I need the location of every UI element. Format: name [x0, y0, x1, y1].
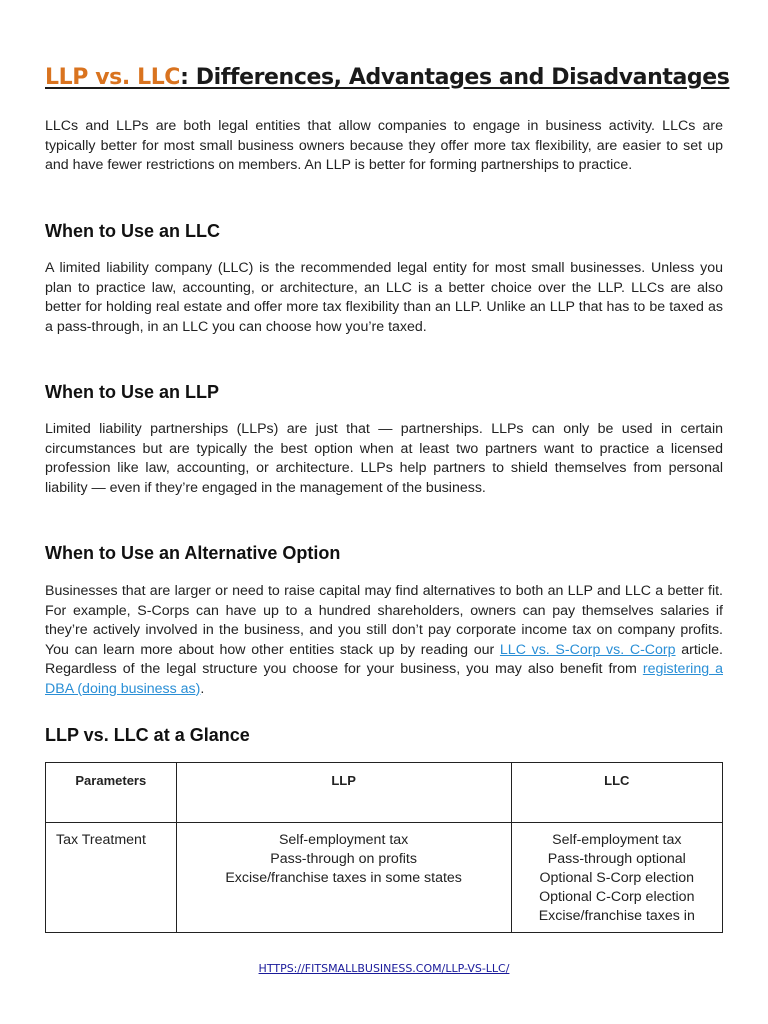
registering-dba-link[interactable]: registering a DBA (doing business as): [45, 661, 723, 697]
llp-line: Pass-through on profits: [270, 851, 417, 867]
llc-vs-scorp-vs-ccorp-link[interactable]: LLC vs. S-Corp vs. C-Corp: [499, 641, 676, 658]
llc-line: Optional S-Corp election: [539, 870, 695, 886]
table-header-row: [46, 763, 723, 823]
llc-line: Self-employment tax: [552, 832, 682, 848]
table-row: [46, 823, 723, 933]
title-rest: : Differences, Advantages and Disadvantages: [180, 64, 730, 90]
llc-line: Optional C-Corp election: [539, 889, 695, 905]
cell-llp: [176, 823, 511, 933]
llc-line: Excise/franchise taxes in: [538, 908, 695, 924]
glance-heading: LLP vs. LLC at a Glance: [45, 725, 250, 745]
llc-heading: When to Use an LLC: [45, 221, 220, 241]
llp-line: Excise/franchise taxes in some states: [225, 870, 462, 886]
header-llc: LLC: [511, 763, 722, 823]
comparison-table: [45, 762, 723, 933]
llc-paragraph: A limited liability company (LLC) is the recommended legal entity for most small businesses. Unless you plan to practice law, accounting, or architecture, an LLC is a better choice over the LLP. LLCs are also better for holding real estate and offer more tax flexibility than an LLP. Unlike an LLP that has to be taxed as a pass-through, in an LLC you can choose how you’re taxed.: [45, 260, 723, 335]
header-parameters: Parameters: [46, 763, 177, 823]
title-accent: LLP vs. LLC: [45, 64, 181, 90]
cell-parameter: [46, 823, 177, 933]
llc-line: Pass-through optional: [547, 851, 686, 867]
alt-text-1: Businesses that are larger or need to raise capital may find alternatives to both an LLP and LLC a better fit. For example, S-Corps can have up to a hundred shareholders, owners can pay themselves salaries if they’re actively involved in the business, and you still don’t pay corporate income tax on company profits. You can learn more about how other entities stack up by reading our: [45, 583, 723, 658]
parameter-label: Tax Treatment: [56, 832, 146, 848]
alt-paragraph: [45, 582, 723, 699]
cell-llc: [511, 823, 722, 933]
llp-paragraph: Limited liability partnerships (LLPs) are just that — partnerships. LLPs can only be used in certain circumstances but are typically the best option when at least two partners want to practice a licensed profession like law, accounting, or architecture. LLPs help partners to shield themselves from personal liability — even if they’re engaged in the management of the business.: [45, 421, 723, 496]
footer-url-link[interactable]: HTTPS://FITSMALLBUSINESS.COM/LLP-VS-LLC/: [258, 962, 510, 975]
alt-text-3: .: [200, 680, 205, 697]
intro-paragraph: LLCs and LLPs are both legal entities that allow companies to engage in business activity. LLCs are typically better for most small business owners because they offer more tax flexibility, are easier to set up and have fewer restrictions on members. An LLP is better for forming partnerships to practice.: [45, 118, 723, 173]
llp-line: Self-employment tax: [278, 832, 409, 848]
page-title: [45, 64, 730, 90]
alt-heading: When to Use an Alternative Option: [45, 543, 341, 563]
llp-heading: When to Use an LLP: [45, 382, 220, 402]
header-llp: LLP: [176, 763, 511, 823]
alt-text-2: article. Regardless of the legal structure you choose for your business, you may also benefit from: [45, 641, 724, 677]
